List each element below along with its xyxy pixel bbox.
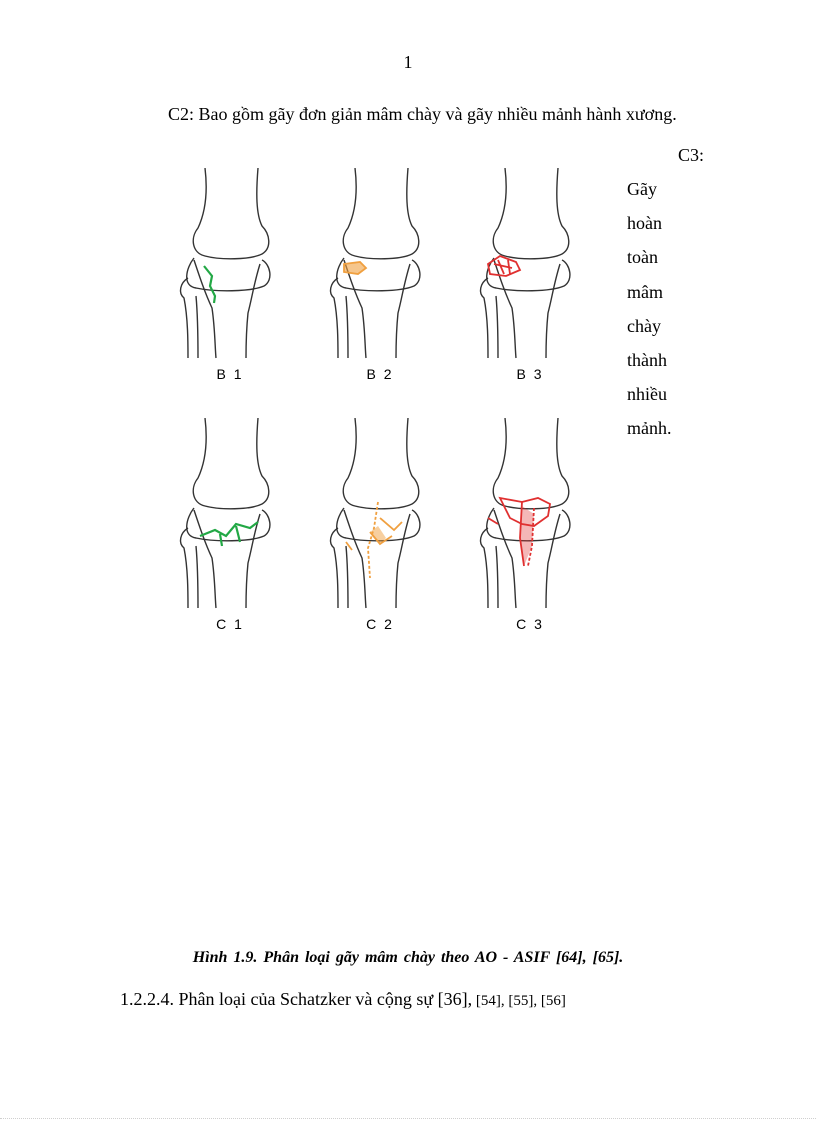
page-number: 1 <box>403 52 413 72</box>
paragraph-c3-column <box>612 138 704 446</box>
page-bottom-divider <box>0 1118 816 1119</box>
panel-c1 <box>160 418 300 648</box>
paragraph-c2: C2: Bao gồm gãy đơn giản mâm chày và gãy nhiều mảnh hành xương. <box>168 104 677 124</box>
panel-label: B 3 <box>516 366 544 382</box>
panel-b2 <box>310 168 450 398</box>
knee-fracture-figure <box>160 168 600 648</box>
c3-word: thành <box>627 350 667 371</box>
figure-caption: Hình 1.9. Phân loại gãy mâm chày theo AO - ASIF [64], [65]. <box>192 949 624 966</box>
knee-joint-c1-illustration <box>160 418 300 618</box>
panel-label: B 2 <box>366 366 394 382</box>
c3-word: nhiều <box>627 384 667 405</box>
panel-c3 <box>460 418 600 648</box>
section-heading <box>120 989 566 1010</box>
knee-joint-b2-illustration <box>310 168 450 368</box>
panel-label: C 3 <box>516 616 544 632</box>
c3-word: toàn <box>627 247 658 268</box>
c3-word: Gãy <box>627 179 657 199</box>
panel-label: C 2 <box>366 616 394 632</box>
panel-b3 <box>460 168 600 398</box>
fracture-line <box>200 522 258 546</box>
knee-joint-c3-illustration <box>460 418 600 618</box>
fracture-fragment <box>344 262 366 274</box>
panel-label: C 1 <box>216 616 244 632</box>
panel-label: B 1 <box>216 366 244 382</box>
c3-label: C3: <box>677 145 704 165</box>
knee-joint-b3-illustration <box>460 168 600 368</box>
knee-joint-b1-illustration <box>160 168 300 368</box>
fracture-line <box>204 266 215 303</box>
panel-c2 <box>310 418 450 648</box>
c3-word: chày <box>627 315 661 336</box>
section-heading-text: 1.2.2.4. Phân loại của Schatzker và cộng sự [36], <box>120 989 473 1009</box>
c3-word: hoàn <box>627 213 662 234</box>
c3-word: mảnh. <box>627 418 672 439</box>
c3-word: mâm <box>627 281 663 302</box>
panel-b1 <box>160 168 300 398</box>
section-heading-refs: [54], [55], [56] <box>472 993 566 1009</box>
knee-joint-c2-illustration <box>310 418 450 618</box>
